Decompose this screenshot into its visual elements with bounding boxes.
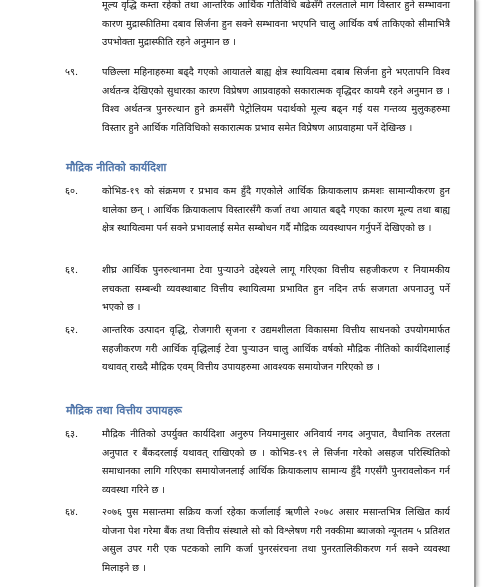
paragraph-text: आन्तरिक उत्पादन वृद्धि, रोजगारी सृजना र उद्यमशीलता विकासमा वित्तीय साधनको उपयोगमार्फत सहजीकरण गरी आर्थिक वृद्धिलाई टेवा पुऱ्याउन चालु आर्थिक वर्षको मौद्रिक नीतिको कार्यदिशालाई यथावत् राख्दै मौद्रिक एवम् वित्तीय उपायहरुमा आवश्यक समायोजन गरिएको छ । <box>102 325 450 374</box>
paragraph-number: ५९. <box>65 67 79 78</box>
section-heading-monetary-financial-measures: मौद्रिक तथा वित्तीय उपायहरू <box>66 404 182 417</box>
paragraph-63 <box>65 426 450 500</box>
paragraph-number: ६१. <box>65 265 79 276</box>
paragraph-64 <box>65 504 450 578</box>
paragraph-continued <box>102 0 450 53</box>
paragraph-text: शीघ्र आर्थिक पुनरुत्थानमा टेवा पुऱ्याउने उद्देश्यले लागू गरिएका वित्तीय सहजीकरण र नियामकीय लचकता सम्बन्धी व्यवस्थाबाट वित्तीय स्थायित्वमा प्रभावित हुन नदिन तर्फ सजगता अपनाउनु पर्ने भएको छ । <box>102 265 450 314</box>
paragraph-60 <box>65 183 450 239</box>
paragraph-text: मूल्य वृद्धि कम्ता रहेको तथा आन्तरिक आर्थिक गतिविधि बढेसँगै तरलताले माग विस्तार हुने सम्भावना कारण मुद्रास्फीतिमा दबाव सिर्जना हुन सक्ने सम्भावना भएपनि चालु आर्थिक वर्ष ताकिएको सीमाभित्रै उपभोक्ता मुद्रास्फीति रहने अनुमान छ । <box>102 0 450 49</box>
paragraph-text: कोभिड-१९ को संक्रमण र प्रभाव कम हुँदै गएकोले आर्थिक क्रियाकलाप क्रमशः सामान्यीकरण हुन थालेका छन् । आर्थिक क्रियाकलाप विस्तारसँगै कर्जा तथा आयात बढ्दै गएका कारण मूल्य तथा बाह्य क्षेत्र स्थायित्वमा पर्न सक्ने प्रभावलाई समेत सम्बोधन गर्दै मौद्रिक व्यवस्थापन गर्नुपर्ने देखिएको छ । <box>102 186 450 235</box>
paragraph-number: ६४. <box>65 507 79 518</box>
paragraph-number: ६२. <box>65 325 79 336</box>
paragraph-61 <box>65 262 450 318</box>
paragraph-text: पछिल्ला महिनाहरुमा बढ्दै गएको आयातले बाह्य क्षेत्र स्थायित्वमा दबाब सिर्जना हुने भएतापनि विश्व अर्थतन्त्र देखिएको सुधारका कारण विप्रेषण आप्रवाहको सकारात्मक वृद्धिदर कायमै रहने अनुमान छ । विश्व अर्थतन्त्र पुनरुत्थान हुने क्रमसँगै पेट्रोलियम पदार्थको मूल्य बढ्न गई यस गन्तव्य मुलुकहरुमा विस्तार हुने आर्थिक गतिविधिको सकारात्मक प्रभाव समेत विप्रेषण आप्रवाहमा पर्ने देखिन्छ । <box>102 67 450 134</box>
paragraph-number: ६०. <box>65 186 79 197</box>
paragraph-number: ६३. <box>65 429 79 440</box>
paragraph-text: २०७६ पुस मसान्तमा सक्रिय कर्जा रहेका कर्जालाई ऋणीले २०७८ असार मसान्तभित्र लिखित कार्य योजना पेश गरेमा बैंक तथा वित्तीय संस्थाले सो को विश्लेषण गरी नक्कीमा ब्याजको न्यूनतम ५ प्रतिशत असुल उपर गरी एक पटकको लागि कर्जा पुनरसंरचना तथा पुनरतालिकीकरण गर्न सक्ने व्यवस्था मिलाइने छ । <box>102 507 450 574</box>
paragraph-62 <box>65 322 450 378</box>
section-heading-monetary-policy-direction: मौद्रिक नीतिको कार्यदिशा <box>66 161 167 174</box>
paragraph-59 <box>65 64 450 138</box>
paragraph-text: मौद्रिक नीतिको उपर्युक्त कार्यदिशा अनुरुप नियमानुसार अनिवार्य नगद अनुपात, वैधानिक तरलता अनुपात र बैंकदरलाई यथावत् राखिएको छ । कोभिड-१९ ले सिर्जना गरेको असहज परिस्थितिको समाधानका लागि गरिएका समायोजनलाई आर्थिक क्रियाकलाप सामान्य हुँदै गएसँगै पुनरावलोकन गर्न व्यवस्था गरिने छ । <box>102 429 450 496</box>
